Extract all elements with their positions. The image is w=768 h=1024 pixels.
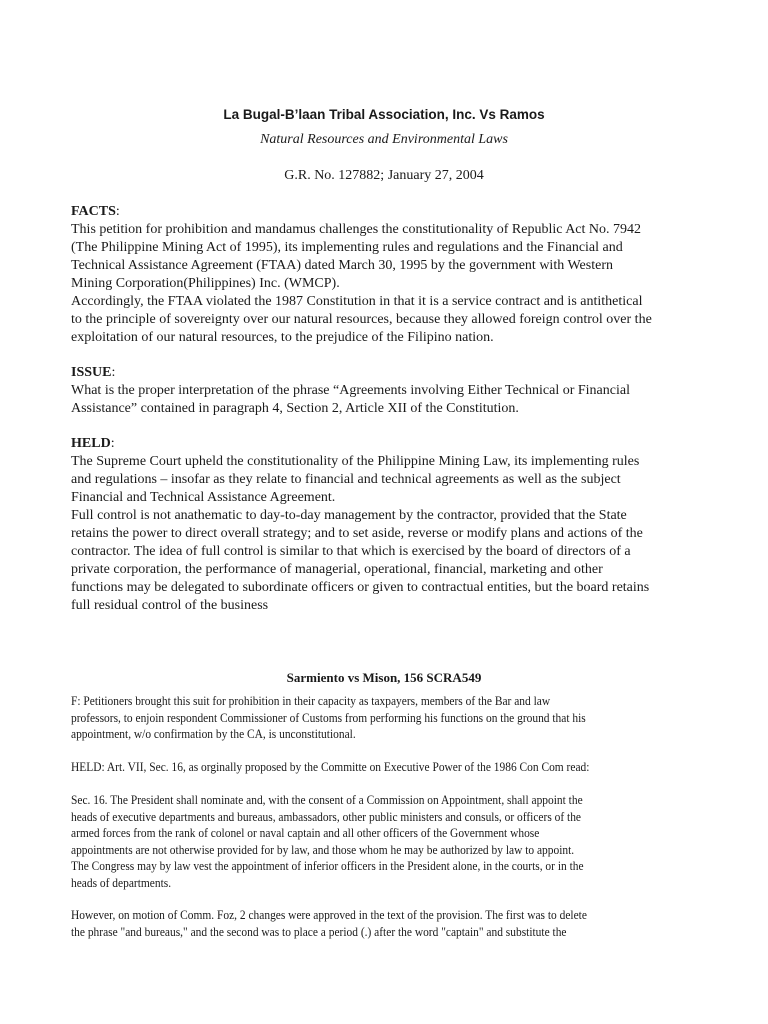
case2-held-line: HELD: Art. VII, Sec. 16, as orginally proposed by the Committe on Executive Power of the 1986 Con Com read: xyxy=(71,759,590,774)
held-line: and regulations – insofar as they relate to financial and technical agreements as well as the subject xyxy=(71,472,621,487)
case1-subtitle: Natural Resources and Environmental Laws xyxy=(260,132,508,147)
held-line: The Supreme Court upheld the constitutionality of the Philippine Mining Law, its implementing rules xyxy=(71,454,640,469)
case2-however-line: However, on motion of Comm. Foz, 2 changes were approved in the text of the provision. The first was to delete xyxy=(71,907,587,922)
issue-line: What is the proper interpretation of the phrase “Agreements involving Either Technical or Financial xyxy=(71,383,630,398)
case2-held-paragraph xyxy=(71,759,621,776)
case2-however-paragraph xyxy=(71,907,621,940)
case1-title: La Bugal-B’laan Tribal Association, Inc. Vs Ramos xyxy=(223,107,545,122)
issue-section: ISSUE: What is the proper interpretation of the phrase “Agreements involving Either Technical or Financial Assistance” contained in paragraph 4, Section 2, Article XII of the Constitution. xyxy=(71,364,711,418)
case2-section16-line: heads of departments. xyxy=(71,874,172,890)
case2-facts-line: appointment, w/o confirmation by the CA, is unconstitutional. xyxy=(71,726,356,741)
facts-section: FACTS: This petition for prohibition and mandamus challenges the constitutionality of Republic Act No. 7942 (The Philippine Mining Act of 1995), its implementing rules and regulations and the Financial and Technical Assistance Agreement (FTAA) dated March 30, 1995 by the government with Western Mining Corporation(Philippines) Inc. (WMCP). Accordingly, the FTAA violated the 1987 Constitution in that it is a service contract and is antithetical to the principle of sovereignty over our natural resources, because they allowed foreign control over the exploitation of our natural resources, to the prejudice of the Filipino nation. xyxy=(71,203,711,347)
case2-facts-line: professors, to enjoin respondent Commissioner of Customs from performing his functions on the ground that his xyxy=(71,709,586,725)
held-line: private corporation, the performance of managerial, operational, financial, marketing and other xyxy=(71,562,603,577)
case2-section16-paragraph xyxy=(71,792,621,891)
issue-line: Assistance” contained in paragraph 4, Section 2, Article XII of the Constitution. xyxy=(71,401,519,416)
held-line: Financial and Technical Assistance Agreement. xyxy=(71,490,336,505)
case2-section16-line: Sec. 16. The President shall nominate and, with the consent of a Commission on Appointment, shall appoint the xyxy=(71,792,583,807)
case2-section16-line: heads of executive departments and bureaus, ambassadors, other public ministers and consuls, or officers of the xyxy=(71,808,582,824)
case2-section16-line: The Congress may by law vest the appointment of inferior officers in the President alone, in the courts, or in the xyxy=(71,858,584,873)
facts-line: (The Philippine Mining Act of 1995), its implementing rules and regulations and the Financial and xyxy=(71,240,623,255)
case1-gr-number: G.R. No. 127882; January 27, 2004 xyxy=(284,168,484,183)
facts-line: exploitation of our natural resources, to the prejudice of the Filipino nation. xyxy=(71,330,494,345)
facts-line: Accordingly, the FTAA violated the 1987 Constitution in that it is a service contract and is antithetical xyxy=(71,294,643,309)
held-line: Full control is not anathematic to day-to-day management by the contractor, provided that the State xyxy=(71,508,627,523)
held-heading: HELD xyxy=(71,436,111,451)
held-line: contractor. The idea of full control is similar to that which is exercised by the board of directors of a xyxy=(71,544,631,559)
facts-line: Technical Assistance Agreement (FTAA) dated March 30, 1995 by the government with Western xyxy=(71,258,613,273)
facts-line: This petition for prohibition and mandamus challenges the constitutionality of Republic Act No. 7942 xyxy=(71,222,642,237)
case2-section16-line: appointments are not otherwise provided for by law, and those whom he may be authorized by law to appoint. xyxy=(71,841,575,857)
facts-line: to the principle of sovereignty over our natural resources, because they allowed foreign control over the xyxy=(71,312,652,327)
case2-facts-line: F: Petitioners brought this suit for prohibition in their capacity as taxpayers, members of the Bar and law xyxy=(71,693,551,708)
issue-heading: ISSUE xyxy=(71,365,112,380)
case2-title: Sarmiento vs Mison, 156 SCRA549 xyxy=(286,670,482,685)
case2-section16-line: armed forces from the rank of colonel or naval captain and all other officers of the Government whose xyxy=(71,825,540,840)
held-line: functions may be delegated to subordinate officers or given to contractual entities, but the board retains xyxy=(71,580,650,595)
facts-heading: FACTS xyxy=(71,204,116,219)
held-line: full residual control of the business xyxy=(71,598,269,613)
facts-line: Mining Corporation(Philippines) Inc. (WMCP). xyxy=(71,276,340,291)
case2-facts-paragraph xyxy=(71,693,621,743)
held-line: retains the power to direct overall strategy; and to set aside, reverse or modify plans and actions of the xyxy=(71,526,643,541)
case2-however-line: the phrase "and bureaus," and the second was to place a period (.) after the word "captain" and substitute the xyxy=(71,923,567,939)
held-section: HELD: The Supreme Court upheld the constitutionality of the Philippine Mining Law, its implementing rules and regulations – insofar as they relate to financial and technical agreements as well as the subject Financial and Technical Assistance Agreement. Full control is not anathematic to day-to-day management by the contractor, provided that the State retains the power to direct overall strategy; and to set aside, reverse or modify plans and actions of the contractor. The idea of full control is similar to that which is exercised by the board of directors of a private corporation, the performance of managerial, operational, financial, marketing and other functions may be delegated to subordinate officers or given to contractual entities, but the board retains full residual control of the business xyxy=(71,435,711,615)
